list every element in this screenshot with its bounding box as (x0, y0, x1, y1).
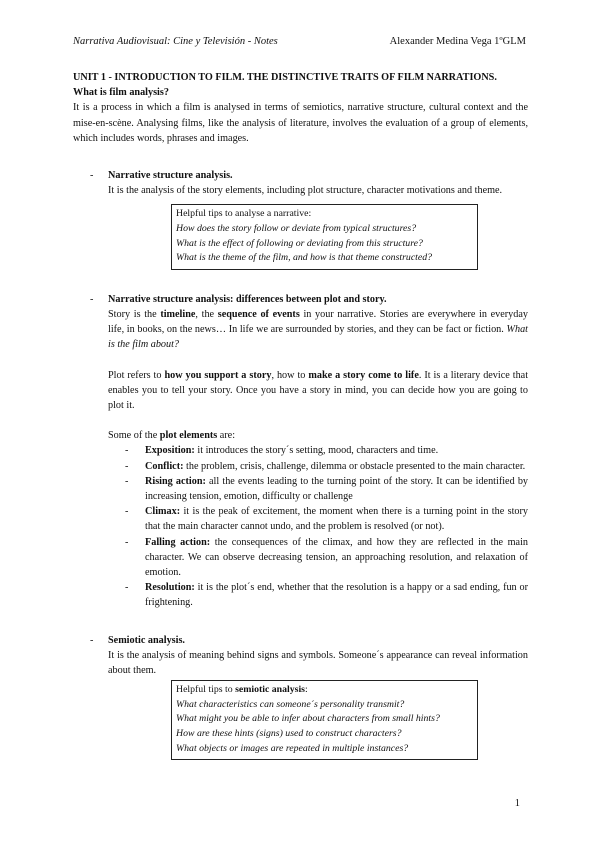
narrative-tips-box (171, 204, 478, 269)
plot-element: - Conflict: the problem, crisis, challenge, dilemma or obstacle presented to the main character. (125, 460, 526, 472)
tip-item: What characteristics can someone´s personality transmit? (176, 698, 405, 710)
plot-element: - Falling action: the consequences of the climax, and how they are reflected in the main character. We can observe decreasing tension, an approaching resolution, and relaxation of emotion. (125, 536, 529, 579)
section-title: Narrative structure analysis: differences between plot and story. (108, 293, 387, 305)
plot-paragraph: Plot refers to how you support a story, how to make a story come to life. It is a literary device that enables you to tell your story. Once you have a story in mind, you can decide how you are going to plot it. (108, 369, 529, 412)
section-title: Semiotic analysis. (108, 634, 185, 646)
tip-item: What objects or images are repeated in multiple instances? (176, 742, 409, 754)
elements-intro: Some of the plot elements are: (108, 430, 236, 442)
film-analysis-heading: What is film analysis? (73, 87, 169, 99)
section-semiotic (73, 633, 528, 679)
semiotic-tips-box (171, 680, 478, 760)
story-paragraph: Story is the timeline, the sequence of events in your narrative. Stories are everywhere in everyday life, in books, on the news… In life we are surrounded by stories, and they can be fact or fiction. What is the film about? (108, 309, 528, 351)
film-analysis-body: It is a process in which a film is analysed in terms of semiotics, narrative structure, cultural context and the mise-en-scène. Analysing films, like the analysis of literature, involves the evaluation of a group of elements, which includes words, phrases and images. (73, 102, 528, 144)
plot-element: - Exposition: it introduces the story´s setting, mood, characters and time. (125, 445, 439, 457)
page-number: 1 (514, 798, 520, 809)
header-author: Alexander Medina Vega 1ºGLM (389, 36, 526, 47)
section-narrative-structure (73, 168, 528, 198)
tip-item: How are these hints (signs) used to construct characters? (176, 728, 402, 740)
header-course: Narrativa Audiovisual: Cine y Televisión - Notes (73, 36, 278, 47)
tip-item: What is the theme of the film, and how is that theme constructed? (176, 252, 433, 264)
tips-title: Helpful tips to analyse a narrative: (176, 208, 312, 220)
plot-elements-list (108, 443, 528, 610)
section-title: Narrative structure analysis. (108, 170, 233, 182)
plot-element: - Rising action: all the events leading to the turning point of the story. It can be identified by increasing tension, emotion, difficulty or challenge (125, 475, 529, 503)
page-content (73, 70, 528, 760)
plot-element: - Climax: it is the peak of excitement, the moment when there is a turning point in the story that the main character cannot undo, and the problem is resolved (or not). (125, 506, 528, 533)
section-body: It is the analysis of meaning behind signs and symbols. Someone´s appearance can reveal information about them. (108, 649, 528, 677)
plot-element: - Resolution: it is the plot´s end, whether that the resolution is a happy or a sad ending, fun or frightening. (125, 582, 528, 609)
unit-title: UNIT 1 - INTRODUCTION TO FILM. THE DISTINCTIVE TRAITS OF FILM NARRATIONS. (73, 72, 497, 83)
tip-item: How does the story follow or deviate from typical structures? (176, 223, 417, 235)
tips-title: Helpful tips to semiotic analysis: (176, 684, 308, 696)
section-dash: - (90, 170, 94, 182)
section-dash: - (90, 634, 94, 646)
section-dash: - (90, 293, 94, 305)
section-body: It is the analysis of the story elements, including plot structure, character motivations and theme. (108, 185, 503, 197)
section-plot-story (73, 292, 528, 611)
tip-item: What is the effect of following or deviating from this structure? (176, 237, 423, 249)
tip-item: What might you be able to infer about characters from small hints? (176, 713, 440, 725)
